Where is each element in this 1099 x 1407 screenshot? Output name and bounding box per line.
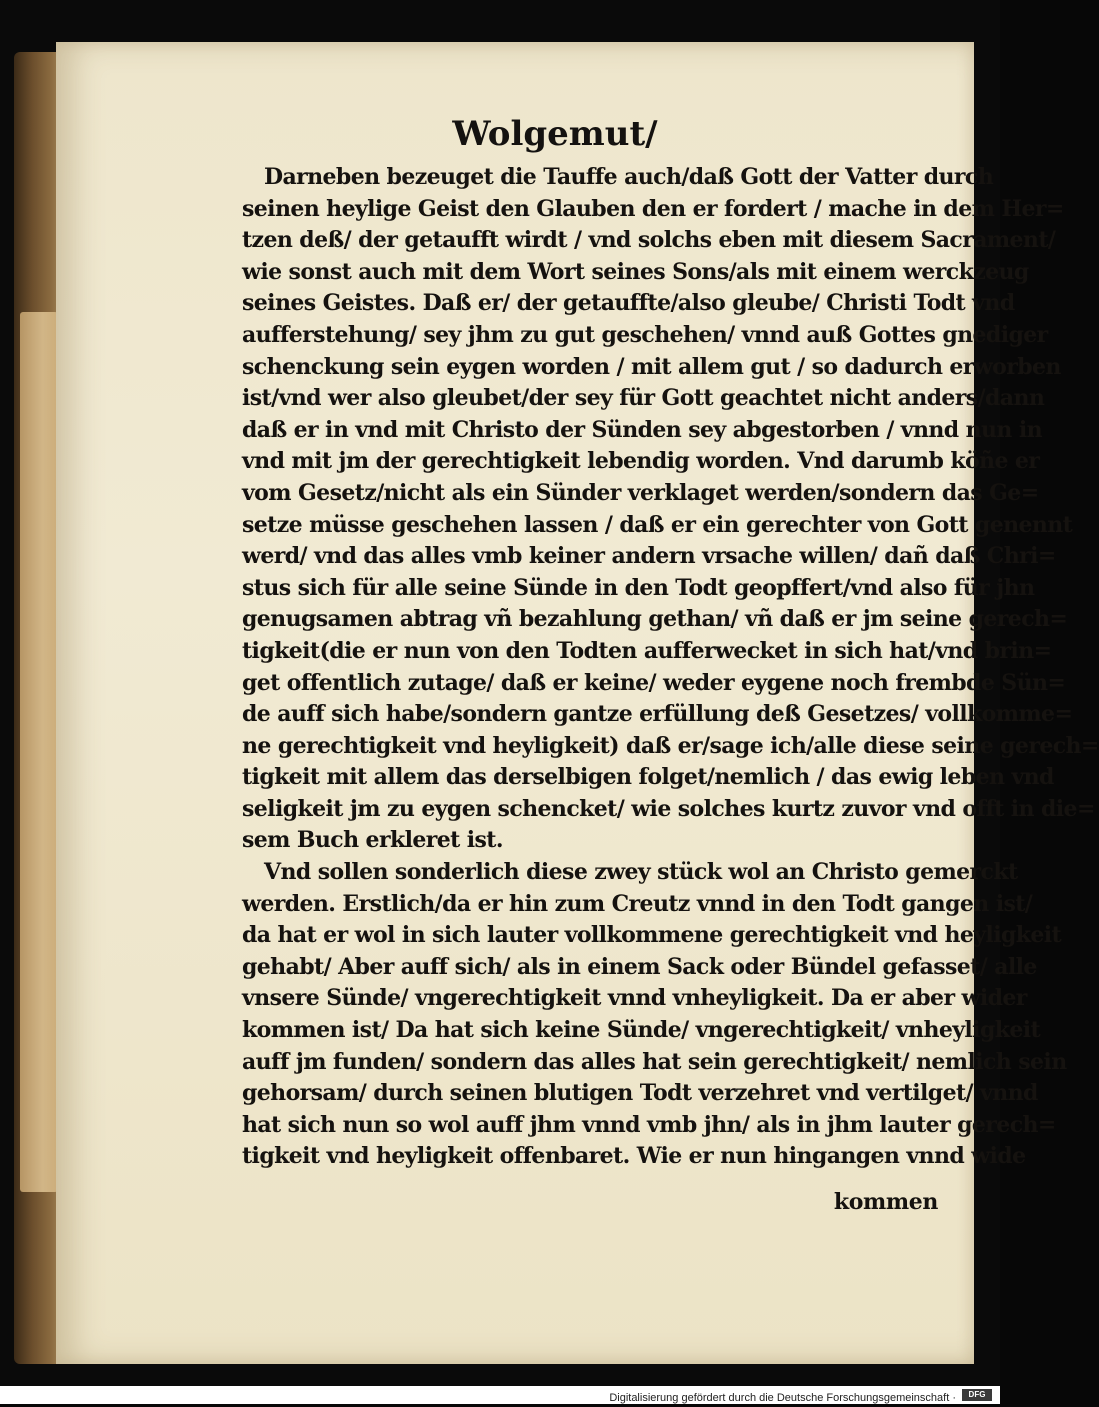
text-line: genugsamen abtrag vñ bezahlung gethan/ vñ daß er jm seine gerech= bbox=[242, 606, 1068, 633]
text-line: sem Buch erkleret ist. bbox=[242, 827, 503, 854]
book-page bbox=[56, 42, 1099, 1364]
text-line: wie sonst auch mit dem Wort seines Sons/als mit einem werckzeug bbox=[242, 258, 1029, 285]
text-line: schenckung sein eygen worden / mit allem gut / so dadurch erworben bbox=[242, 353, 1061, 380]
text-line: gehabt/ Aber auff sich/ als in einem Sack oder Bündel gefasset/ alle bbox=[242, 953, 1037, 980]
text-line: aufferstehung/ sey jhm zu gut geschehen/ vnnd auß Gottes gnediger bbox=[242, 321, 1048, 348]
text-line: kommen ist/ Da hat sich keine Sünde/ vngerechtigkeit/ vnheyligkeit bbox=[242, 1017, 1041, 1044]
text-line: stus sich für alle seine Sünde in den Todt geopffert/vnd also für jhn bbox=[242, 574, 1035, 601]
text-line: de auff sich habe/sondern gantze erfüllung deß Gesetzes/ vollkomme= bbox=[242, 701, 1073, 728]
text-line: Darneben bezeuget die Tauffe auch/daß Gott der Vatter durch bbox=[264, 164, 994, 190]
text-line: Vnd sollen sonderlich diese zwey stück wol an Christo gemerckt bbox=[264, 859, 1018, 886]
text-line: hat sich nun so wol auff jhm vnnd vmb jhn/ als in jhm lauter gerech= bbox=[242, 1111, 1056, 1138]
body-text bbox=[242, 162, 1099, 1173]
text-line: seines Geistes. Daß er/ der getauffte/also gleube/ Christi Todt vnd bbox=[242, 290, 1015, 317]
text-line: werd/ vnd das alles vmb keiner andern vrsache willen/ dañ daß Chri= bbox=[242, 543, 1056, 570]
catchword: kommen bbox=[833, 1189, 938, 1215]
text-line: vom Gesetz/nicht als ein Sünder verklaget werden/sondern das Ge= bbox=[242, 479, 1039, 506]
text-line: vnsere Sünde/ vngerechtigkeit vnnd vnheyligkeit. Da er aber wider bbox=[242, 985, 1027, 1012]
text-line: vnd mit jm der gerechtigkeit lebendig worden. Vnd darumb köñe er bbox=[242, 448, 1040, 475]
text-line: auff jm funden/ sondern das alles hat sein gerechtigkeit/ nemlich sein bbox=[242, 1048, 1067, 1075]
text-line: tigkeit(die er nun von den Todten aufferwecket in sich hat/vnd brin= bbox=[242, 637, 1052, 664]
text-line: ne gerechtigkeit vnd heyligkeit) daß er/sage ich/alle diese seine gerech= bbox=[242, 732, 1099, 759]
dfg-logo: DFG bbox=[962, 1389, 992, 1401]
text-line: seinen heylige Geist den Glauben den er fordert / mache in dem Her= bbox=[242, 195, 1064, 222]
text-line: gehorsam/ durch seinen blutigen Todt verzehret vnd vertilget/ vnnd bbox=[242, 1080, 1038, 1107]
text-line: tzen deß/ der getaufft wirdt / vnd solchs eben mit diesem Sacrament/ bbox=[242, 227, 1056, 254]
text-line: tigkeit vnd heyligkeit offenbaret. Wie er nun hingangen vnnd wide bbox=[242, 1143, 1026, 1170]
text-line: ist/vnd wer also gleubet/der sey für Gott geachtet nicht anders/dann bbox=[242, 385, 1045, 412]
text-line: werden. Erstlich/da er hin zum Creutz vnnd in den Todt gangen ist/ bbox=[242, 890, 1033, 917]
book-edge-band bbox=[20, 312, 58, 1192]
text-line: daß er in vnd mit Christo der Sünden sey abgestorben / vnnd nun in bbox=[242, 416, 1043, 443]
text-line: tigkeit mit allem das derselbigen folget/nemlich / das ewig leben vnd bbox=[242, 764, 1054, 791]
text-line: da hat er wol in sich lauter vollkommene gerechtigkeit vnd heyligkeit bbox=[242, 922, 1062, 949]
footer-bar bbox=[0, 1386, 1000, 1404]
text-line: seligkeit jm zu eygen schencket/ wie solches kurtz zuvor vnd offt in die= bbox=[242, 795, 1095, 822]
funding-note: Digitalisierung gefördert durch die Deutsche Forschungsgemeinschaft · bbox=[609, 1392, 956, 1404]
text-line: setze müsse geschehen lassen / daß er ein gerechter von Gott genennt bbox=[242, 511, 1073, 538]
text-line: get offentlich zutage/ daß er keine/ weder eygene noch frembde Sün= bbox=[242, 669, 1066, 696]
running-head: Wolgemut/ bbox=[452, 114, 658, 154]
